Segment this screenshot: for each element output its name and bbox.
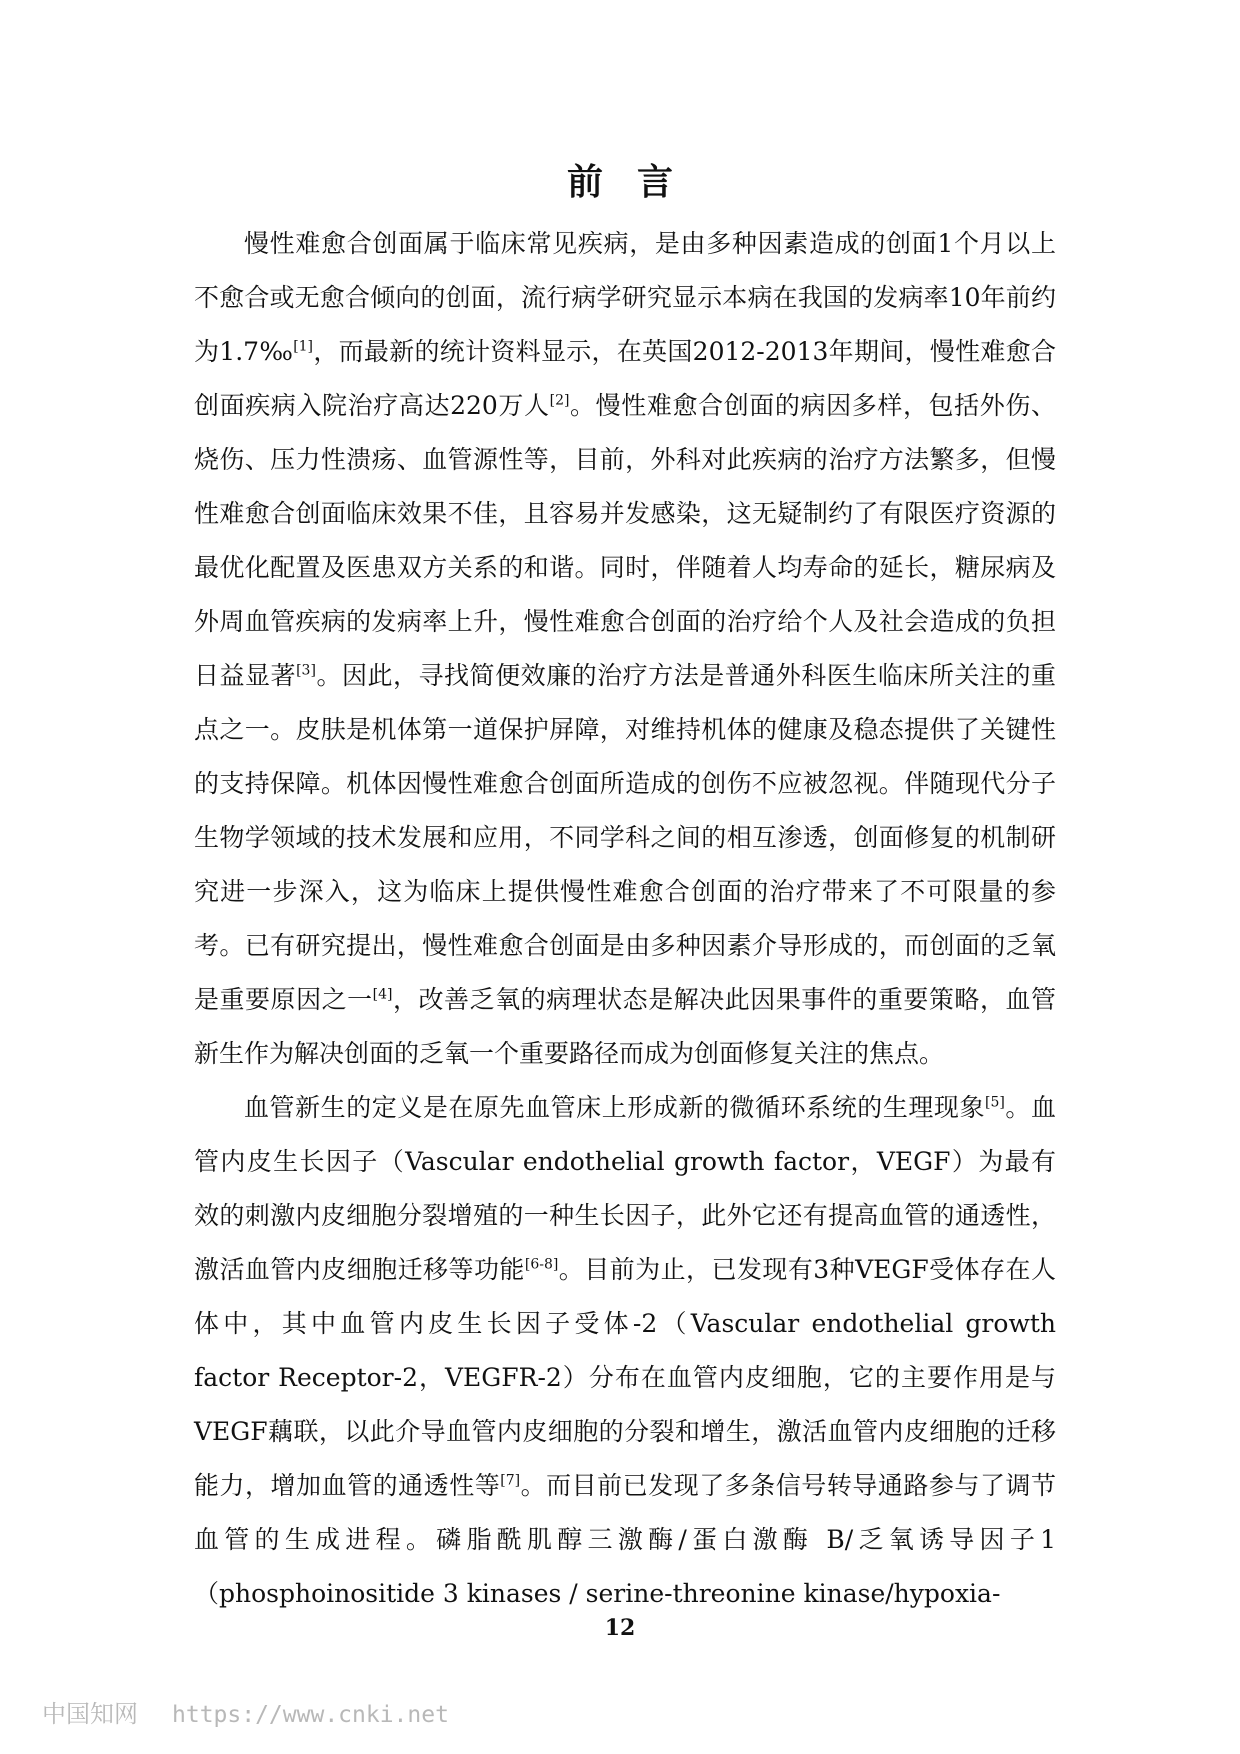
page-number: 12	[604, 1615, 636, 1641]
citation-ref[interactable]: [3]	[296, 662, 316, 679]
footer-url[interactable]: https://www.cnki.net	[172, 1702, 449, 1728]
citation-ref[interactable]: [2]	[549, 392, 570, 409]
body-text	[194, 217, 1056, 1621]
text-run: 。血管内皮生长因子（Vascular endothelial growth factor，VEGF）为最有效的刺激内皮细胞分裂增殖的一种生长因子，此外它还有提高血管的通透性，激活血管内皮细胞迁移等功能	[194, 1093, 1056, 1284]
paragraph	[194, 1081, 1056, 1621]
citation-ref[interactable]: [6-8]	[524, 1256, 559, 1273]
citation-ref[interactable]: [1]	[293, 338, 314, 355]
text-run: 。目前为止，已发现有3种VEGF受体存在人体中，其中血管内皮生长因子受体-2（Vascular endothelial growth factor Receptor-2，VEGFR-2）分布在血管内皮细胞，它的主要作用是与VEGF藕联，以此介导血管内皮细胞的分裂和增生，激活血管内皮细胞的迁移能力，增加血管的通透性等	[194, 1255, 1056, 1500]
footer-brand: 中国知网	[42, 1700, 138, 1728]
watermark-footer	[42, 1694, 449, 1729]
text-run: 血管新生的定义是在原先血管床上形成新的微循环系统的生理现象	[244, 1093, 986, 1122]
text-run: 。因此，寻找简便效廉的治疗方法是普通外科医生临床所关注的重点之一。皮肤是机体第一道保护屏障，对维持机体的健康及稳态提供了关键性的支持保障。机体因慢性难愈合创面所造成的创伤不应被忽视。伴随现代分子生物学领域的技术发展和应用，不同学科之间的相互渗透，创面修复的机制研究进一步深入，这为临床上提供慢性难愈合创面的治疗带来了不可限量的参考。已有研究提出，慢性难愈合创面是由多种因素介导形成的，而创面的乏氧是重要原因之一	[194, 661, 1056, 1014]
citation-ref[interactable]: [5]	[985, 1094, 1005, 1111]
text-run: ，而最新的统计资料显示，在英国2012-2013年期间，慢性难愈合创面疾病入院治疗高达220万人	[194, 337, 1056, 420]
text-run: 慢性难愈合创面属于临床常见疾病，是由多种因素造成的创面1个月以上不愈合或无愈合倾向的创面，流行病学研究显示本病在我国的发病率10年前约为1.7‰	[194, 229, 1056, 366]
paragraph	[194, 217, 1056, 1081]
citation-ref[interactable]: [7]	[500, 1472, 521, 1489]
citation-ref[interactable]: [4]	[372, 986, 393, 1003]
text-run: 。慢性难愈合创面的病因多样，包括外伤、烧伤、压力性溃疡、血管源性等，目前，外科对此疾病的治疗方法繁多，但慢性难愈合创面临床效果不佳，且容易并发感染，这无疑制约了有限医疗资源的最优化配置及医患双方关系的和谐。同时，伴随着人均寿命的延长，糖尿病及外周血管疾病的发病率上升，慢性难愈合创面的治疗给个人及社会造成的负担日益显著	[194, 391, 1056, 690]
section-heading: 前言	[566, 161, 707, 203]
text-run: 。而目前已发现了多条信号转导通路参与了调节血管的生成进程。磷脂酰肌醇三激酶/蛋白激酶 B/乏氧诱导因子1（phosphoinositide 3 kinases / serine-threonine kinase/hypoxia-	[194, 1471, 1056, 1608]
text-run: ，改善乏氧的病理状态是解决此因果事件的重要策略，血管新生作为解决创面的乏氧一个重要路径而成为创面修复关注的焦点。	[194, 985, 1056, 1068]
